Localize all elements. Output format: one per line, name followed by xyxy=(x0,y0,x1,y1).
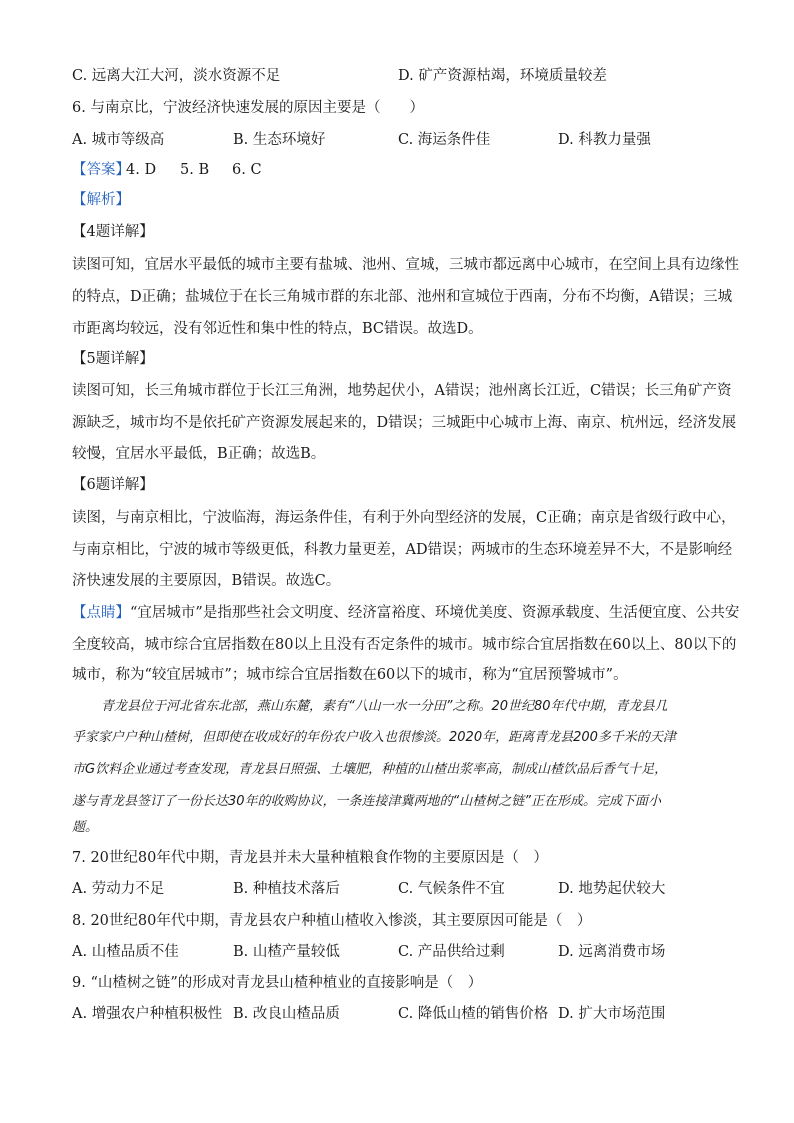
detail6-line: 济快速发展的主要原因，B错误。故选C。 xyxy=(72,573,341,589)
detail6-label: 【6题详解】 xyxy=(72,477,154,493)
q8-option-c: C. 产品供给过剩 xyxy=(398,944,505,960)
passage-line: 遂与青龙县签订了一份长达30年的收购协议，一条连接津冀两地的“山楂树之链”正在形成。完成下面小 xyxy=(72,794,662,809)
passage-line: 乎家家户户种山楂树，但即使在收成好的年份农户收入也很惨淡。2020年，距离青龙县200多千米的天津 xyxy=(72,730,676,745)
q9-option-b: B. 改良山楂品质 xyxy=(233,1006,340,1022)
detail5-label: 【5题详解】 xyxy=(72,351,154,367)
q7-option-d: D. 地势起伏较大 xyxy=(558,881,666,897)
passage-line: 题。 xyxy=(72,820,99,835)
q7-stem: 7. 20世纪80年代中期，青龙县并未大量种植粮食作物的主要原因是（ ） xyxy=(72,850,548,866)
q6-option-a: A. 城市等级高 xyxy=(72,132,165,148)
q5-option-c: C. 远离大江大河，淡水资源不足 xyxy=(72,68,281,84)
q7-option-a: A. 劳动力不足 xyxy=(72,881,165,897)
pointer-label: 【点睛】 xyxy=(72,605,130,621)
q8-stem: 8. 20世纪80年代中期，青龙县农户种植山楂收入惨淡，其主要原因可能是（ ） xyxy=(72,913,592,929)
q9-option-d: D. 扩大市场范围 xyxy=(558,1006,666,1022)
pointer-line: 全度较高，城市综合宜居指数在80以上且没有否定条件的城市。城市综合宜居指数在60以上、80以下的 xyxy=(72,637,737,653)
q9-stem: 9. “山楂树之链”的形成对青龙县山楂种植业的直接影响是（ ） xyxy=(72,975,483,991)
analysis-label: 【解析】 xyxy=(72,192,130,208)
passage-line: 青龙县位于河北省东北部，燕山东麓，素有“八山一水一分田”之称。20世纪80年代中期，青龙县几 xyxy=(101,699,668,714)
q6-option-d: D. 科教力量强 xyxy=(558,132,651,148)
q8-option-d: D. 远离消费市场 xyxy=(558,944,666,960)
q7-option-c: C. 气候条件不宜 xyxy=(398,881,505,897)
detail4-line: 的特点，D正确；盐城位于在长三角城市群的东北部、池州和宣城位于西南，分布不均衡，A错误；三城 xyxy=(72,289,733,305)
q9-option-a: A. 增强农户种植积极性 xyxy=(72,1006,223,1022)
detail5-line: 较慢，宜居水平最低，B正确；故选B。 xyxy=(72,446,326,462)
pointer-line: 城市，称为“较宜居城市”；城市综合宜居指数在60以下的城市，称为“宜居预警城市”。 xyxy=(72,667,628,683)
q8-option-b: B. 山楂产量较低 xyxy=(233,944,340,960)
q9-option-c: C. 降低山楂的销售价格 xyxy=(398,1006,549,1022)
detail4-line: 市距离均较远，没有邻近性和集中性的特点，BC错误。故选D。 xyxy=(72,321,483,337)
q6-stem: 6. 与南京比，宁波经济快速发展的原因主要是（ ） xyxy=(72,100,424,116)
answer-4: 4. D xyxy=(126,162,157,178)
detail5-line: 读图可知，长三角城市群位于长江三角洲，地势起伏小，A错误；池州离长江近，C错误；长三角矿产资 xyxy=(72,383,732,399)
q6-option-c: C. 海运条件佳 xyxy=(398,132,491,148)
q5-option-d: D. 矿产资源枯竭，环境质量较差 xyxy=(398,68,607,84)
answer-5: 5. B xyxy=(180,162,210,178)
answer-6: 6. C xyxy=(232,162,262,178)
q7-option-b: B. 种植技术落后 xyxy=(233,881,340,897)
detail5-line: 源缺乏，城市均不是依托矿产资源发展起来的，D错误；三城距中心城市上海、南京、杭州远，经济发展 xyxy=(72,415,737,431)
q8-option-a: A. 山楂品质不佳 xyxy=(72,944,179,960)
passage-line: 市G饮料企业通过考查发现，青龙县日照强、土壤肥，种植的山楂出浆率高，制成山楂饮品后香气十足， xyxy=(72,762,668,777)
detail6-line: 与南京相比，宁波的城市等级更低，科教力量更差，AD错误；两城市的生态环境差异不大，不是影响经 xyxy=(72,542,733,558)
detail4-label: 【4题详解】 xyxy=(72,224,154,240)
detail6-line: 读图，与南京相比，宁波临海，海运条件佳，有利于外向型经济的发展，C正确；南京是省级行政中心， xyxy=(72,510,736,526)
pointer-line: “宜居城市”是指那些社会文明度、经济富裕度、环境优美度、资源承载度、生活便宜度、公共安 xyxy=(130,605,740,621)
answer-label: 【答案】 xyxy=(72,162,130,178)
q6-option-b: B. 生态环境好 xyxy=(233,132,326,148)
detail4-line: 读图可知，宜居水平最低的城市主要有盐城、池州、宣城，三城市都远离中心城市，在空间上具有边缘性 xyxy=(72,257,739,273)
